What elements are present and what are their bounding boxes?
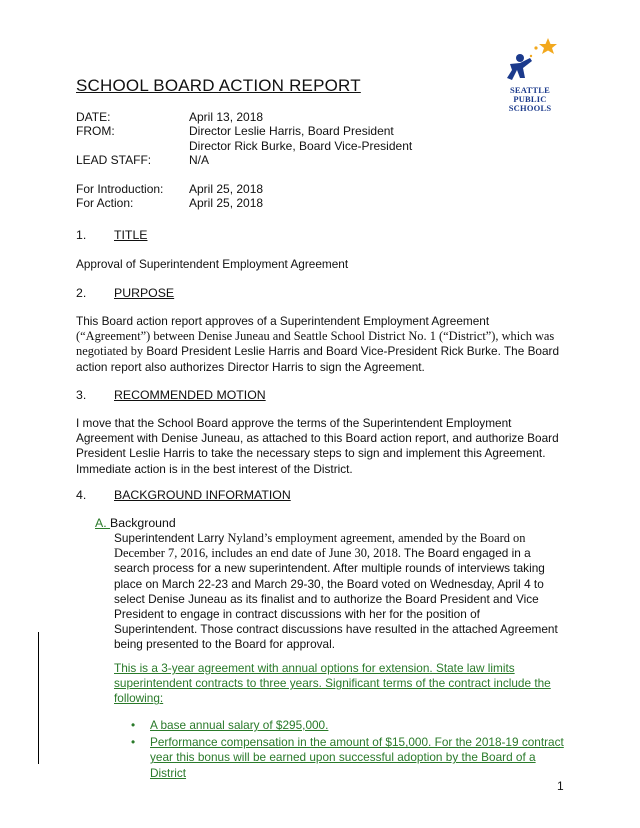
subsection-heading-background: A. Background — [95, 516, 176, 530]
logo-text: SEATTLE PUBLIC SCHOOLS — [508, 85, 552, 113]
list-item: • A base annual salary of $295,000. — [131, 718, 329, 732]
motion-paragraph: I move that the School Board approve the terms of the Superintendent Employment Agreement with Denise Juneau, as attached to this Board action report, and authorize Board President Leslie Harris to take the necessary steps to sign and implement this Agreement. Immediate action is in the best interest of the District. — [76, 416, 559, 476]
list-item: • Performance compensation in the amount of $15,000. For the 2018-19 contract year this bonus will be earned upon successful adoption by the Board of a District — [131, 735, 564, 780]
bullet-icon: • — [131, 718, 136, 732]
title-text: Approval of Superintendent Employment Agreement — [76, 257, 349, 271]
contract-terms-list — [114, 718, 566, 783]
bullet-icon: • — [131, 735, 136, 750]
change-bar — [38, 632, 39, 764]
page-number: 1 — [557, 779, 564, 793]
inserted-contract-terms-paragraph: This is a 3-year agreement with annual options for extension. State law limits superintendent contracts to three years. Significant terms of the contract include the following: — [114, 661, 551, 706]
purpose-paragraph: This Board action report approves of a Superintendent Employment Agreement (“Agreement”) between Denise Juneau and Seattle School District No. 1 (“District”), which was negotiated by Board President Leslie Harris and Board Vice-President Rick Burke. The Board action report also authorizes Director Harris to sign the Agreement. — [76, 314, 560, 374]
background-paragraph: Superintendent Larry Nyland’s employment agreement, amended by the Board on December 7, 2016, includes an end date of June 30, 2018. The Board engaged in a search process for a new superintendent. After multiple rounds of interviews taking place on March 22-23 and March 29-30, the Board voted on Wednesday, April 4 to select Denise Juneau as its finalist and to authorize the Board President and Vice President to engage in contract discussions with her for the position of Superintendent. Those contract discussions have resulted in the attached Agreement being presented to the Board for approval. — [114, 531, 558, 652]
report-title: SCHOOL BOARD ACTION REPORT — [76, 76, 361, 95]
